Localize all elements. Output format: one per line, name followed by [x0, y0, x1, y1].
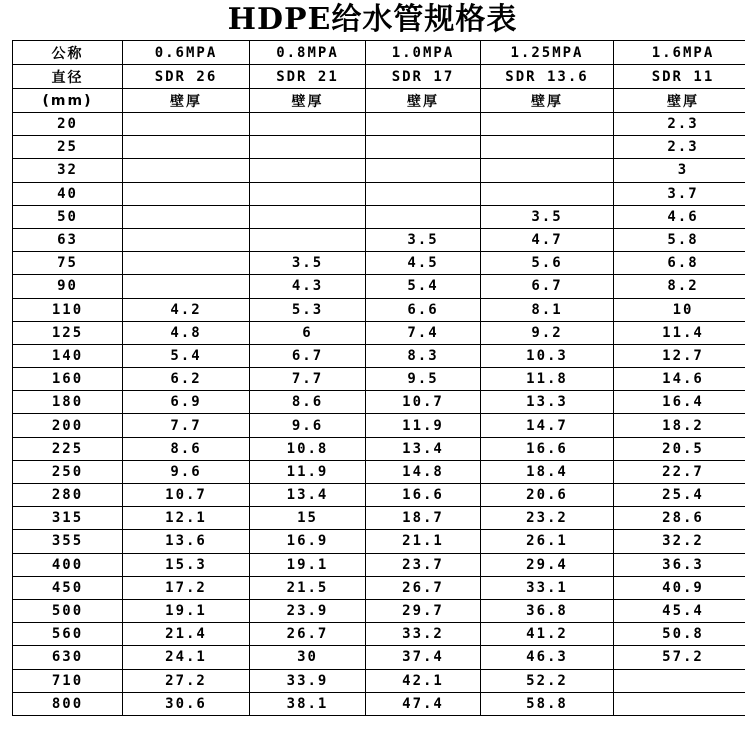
wall-thickness-cell: 9.6: [123, 460, 250, 483]
wall-thickness-cell: 9.5: [366, 368, 481, 391]
header-cell: 1.6MPA: [614, 41, 745, 65]
diameter-cell: 110: [13, 298, 123, 321]
wall-thickness-cell: 33.2: [366, 623, 481, 646]
wall-thickness-cell: 14.8: [366, 460, 481, 483]
diameter-cell: 560: [13, 623, 123, 646]
wall-thickness-cell: 3.5: [250, 252, 366, 275]
wall-thickness-cell: 8.6: [250, 391, 366, 414]
wall-thickness-cell: 26.7: [366, 576, 481, 599]
table-row: [13, 576, 745, 599]
wall-thickness-cell: 21.5: [250, 576, 366, 599]
diameter-cell: 20: [13, 113, 123, 136]
header-cell: 壁厚: [250, 89, 366, 113]
table-row: [13, 205, 745, 228]
wall-thickness-cell: 3.5: [366, 228, 481, 251]
table-body: [13, 41, 745, 716]
wall-thickness-cell: [366, 205, 481, 228]
wall-thickness-cell: 33.9: [250, 669, 366, 692]
wall-thickness-cell: 5.4: [123, 344, 250, 367]
table-row: [13, 159, 745, 182]
wall-thickness-cell: 25.4: [614, 484, 745, 507]
diameter-cell: 315: [13, 507, 123, 530]
table-row: [13, 182, 745, 205]
wall-thickness-cell: 16.4: [614, 391, 745, 414]
header-cell: 0.8MPA: [250, 41, 366, 65]
wall-thickness-cell: 15: [250, 507, 366, 530]
wall-thickness-cell: 29.4: [481, 553, 614, 576]
wall-thickness-cell: 42.1: [366, 669, 481, 692]
diameter-cell: 200: [13, 414, 123, 437]
table-row: [13, 298, 745, 321]
wall-thickness-cell: 18.7: [366, 507, 481, 530]
wall-thickness-cell: 5.8: [614, 228, 745, 251]
wall-thickness-cell: 3.5: [481, 205, 614, 228]
table-row: [13, 275, 745, 298]
diameter-cell: 800: [13, 692, 123, 715]
wall-thickness-cell: 4.7: [481, 228, 614, 251]
wall-thickness-cell: [123, 113, 250, 136]
wall-thickness-cell: 13.3: [481, 391, 614, 414]
wall-thickness-cell: 4.5: [366, 252, 481, 275]
header-cell: SDR 13.6: [481, 65, 614, 89]
wall-thickness-cell: 9.2: [481, 321, 614, 344]
wall-thickness-cell: 16.6: [481, 437, 614, 460]
wall-thickness-cell: 21.1: [366, 530, 481, 553]
wall-thickness-cell: 11.4: [614, 321, 745, 344]
wall-thickness-cell: 38.1: [250, 692, 366, 715]
wall-thickness-cell: 17.2: [123, 576, 250, 599]
wall-thickness-cell: 33.1: [481, 576, 614, 599]
header-cell: 壁厚: [123, 89, 250, 113]
wall-thickness-cell: [481, 113, 614, 136]
diameter-cell: 400: [13, 553, 123, 576]
wall-thickness-cell: [250, 159, 366, 182]
wall-thickness-cell: [614, 669, 745, 692]
wall-thickness-cell: 14.7: [481, 414, 614, 437]
table-row: [13, 669, 745, 692]
diameter-cell: 90: [13, 275, 123, 298]
wall-thickness-cell: 13.6: [123, 530, 250, 553]
wall-thickness-cell: [614, 692, 745, 715]
diameter-cell: 40: [13, 182, 123, 205]
table-row: [13, 553, 745, 576]
wall-thickness-cell: 6.7: [481, 275, 614, 298]
wall-thickness-cell: 19.1: [123, 599, 250, 622]
header-cell: SDR 11: [614, 65, 745, 89]
wall-thickness-cell: 23.9: [250, 599, 366, 622]
wall-thickness-cell: 8.3: [366, 344, 481, 367]
wall-thickness-cell: [366, 182, 481, 205]
header-cell: SDR 21: [250, 65, 366, 89]
header-cell: 直径: [13, 65, 123, 89]
wall-thickness-cell: 32.2: [614, 530, 745, 553]
table-row: [13, 113, 745, 136]
wall-thickness-cell: [123, 182, 250, 205]
table-row: [13, 228, 745, 251]
header-cell: 1.0MPA: [366, 41, 481, 65]
wall-thickness-cell: 36.8: [481, 599, 614, 622]
wall-thickness-cell: [250, 182, 366, 205]
wall-thickness-cell: 5.6: [481, 252, 614, 275]
header-cell: 壁厚: [481, 89, 614, 113]
table-row: [13, 437, 745, 460]
wall-thickness-cell: 23.2: [481, 507, 614, 530]
wall-thickness-cell: 8.6: [123, 437, 250, 460]
wall-thickness-cell: 36.3: [614, 553, 745, 576]
wall-thickness-cell: [250, 136, 366, 159]
diameter-cell: 75: [13, 252, 123, 275]
wall-thickness-cell: 11.9: [250, 460, 366, 483]
header-cell: 0.6MPA: [123, 41, 250, 65]
wall-thickness-cell: 11.8: [481, 368, 614, 391]
table-row: [13, 530, 745, 553]
header-cell: SDR 26: [123, 65, 250, 89]
wall-thickness-cell: 3: [614, 159, 745, 182]
wall-thickness-cell: 8.2: [614, 275, 745, 298]
wall-thickness-cell: 4.3: [250, 275, 366, 298]
diameter-cell: 63: [13, 228, 123, 251]
wall-thickness-cell: 11.9: [366, 414, 481, 437]
diameter-cell: 500: [13, 599, 123, 622]
diameter-cell: 225: [13, 437, 123, 460]
diameter-cell: 710: [13, 669, 123, 692]
wall-thickness-cell: 21.4: [123, 623, 250, 646]
diameter-cell: 355: [13, 530, 123, 553]
wall-thickness-cell: 10.8: [250, 437, 366, 460]
wall-thickness-cell: 10.7: [366, 391, 481, 414]
wall-thickness-cell: [250, 205, 366, 228]
wall-thickness-cell: 7.7: [250, 368, 366, 391]
diameter-cell: 450: [13, 576, 123, 599]
diameter-cell: 630: [13, 646, 123, 669]
table-row: [13, 391, 745, 414]
wall-thickness-cell: 52.2: [481, 669, 614, 692]
wall-thickness-cell: 40.9: [614, 576, 745, 599]
wall-thickness-cell: 10: [614, 298, 745, 321]
spec-table: [12, 40, 745, 716]
wall-thickness-cell: 41.2: [481, 623, 614, 646]
wall-thickness-cell: [481, 136, 614, 159]
diameter-cell: 140: [13, 344, 123, 367]
table-row: [13, 414, 745, 437]
wall-thickness-cell: 4.8: [123, 321, 250, 344]
wall-thickness-cell: 29.7: [366, 599, 481, 622]
table-row: [13, 623, 745, 646]
wall-thickness-cell: 12.1: [123, 507, 250, 530]
wall-thickness-cell: [123, 205, 250, 228]
header-row-sdr: [13, 65, 745, 89]
wall-thickness-cell: 22.7: [614, 460, 745, 483]
wall-thickness-cell: 24.1: [123, 646, 250, 669]
wall-thickness-cell: 6.2: [123, 368, 250, 391]
diameter-cell: 280: [13, 484, 123, 507]
header-cell: SDR 17: [366, 65, 481, 89]
header-row-unit: [13, 89, 745, 113]
wall-thickness-cell: 2.3: [614, 113, 745, 136]
wall-thickness-cell: [366, 136, 481, 159]
table-row: [13, 136, 745, 159]
wall-thickness-cell: 2.3: [614, 136, 745, 159]
wall-thickness-cell: 6: [250, 321, 366, 344]
wall-thickness-cell: 45.4: [614, 599, 745, 622]
wall-thickness-cell: 23.7: [366, 553, 481, 576]
page-title: HDPE给水管规格表: [227, 2, 518, 37]
wall-thickness-cell: 3.7: [614, 182, 745, 205]
wall-thickness-cell: 30: [250, 646, 366, 669]
header-cell: 壁厚: [614, 89, 745, 113]
table-row: [13, 646, 745, 669]
wall-thickness-cell: 58.8: [481, 692, 614, 715]
header-row-pressure: [13, 41, 745, 65]
wall-thickness-cell: [250, 113, 366, 136]
wall-thickness-cell: [250, 228, 366, 251]
wall-thickness-cell: 5.4: [366, 275, 481, 298]
wall-thickness-cell: 15.3: [123, 553, 250, 576]
table-row: [13, 692, 745, 715]
wall-thickness-cell: 6.9: [123, 391, 250, 414]
wall-thickness-cell: [123, 228, 250, 251]
wall-thickness-cell: [123, 136, 250, 159]
wall-thickness-cell: 4.2: [123, 298, 250, 321]
wall-thickness-cell: 20.5: [614, 437, 745, 460]
wall-thickness-cell: [123, 275, 250, 298]
wall-thickness-cell: 27.2: [123, 669, 250, 692]
diameter-cell: 25: [13, 136, 123, 159]
table-row: [13, 368, 745, 391]
header-cell: 公称: [13, 41, 123, 65]
wall-thickness-cell: 16.9: [250, 530, 366, 553]
wall-thickness-cell: 46.3: [481, 646, 614, 669]
wall-thickness-cell: [481, 159, 614, 182]
wall-thickness-cell: 16.6: [366, 484, 481, 507]
wall-thickness-cell: 18.2: [614, 414, 745, 437]
wall-thickness-cell: 10.7: [123, 484, 250, 507]
wall-thickness-cell: 28.6: [614, 507, 745, 530]
wall-thickness-cell: 26.1: [481, 530, 614, 553]
wall-thickness-cell: 7.7: [123, 414, 250, 437]
wall-thickness-cell: 9.6: [250, 414, 366, 437]
wall-thickness-cell: 4.6: [614, 205, 745, 228]
diameter-cell: 250: [13, 460, 123, 483]
header-cell: 壁厚: [366, 89, 481, 113]
diameter-cell: 32: [13, 159, 123, 182]
wall-thickness-cell: 7.4: [366, 321, 481, 344]
table-row: [13, 599, 745, 622]
wall-thickness-cell: 57.2: [614, 646, 745, 669]
wall-thickness-cell: 50.8: [614, 623, 745, 646]
wall-thickness-cell: 6.6: [366, 298, 481, 321]
wall-thickness-cell: [123, 252, 250, 275]
diameter-cell: 160: [13, 368, 123, 391]
diameter-cell: 50: [13, 205, 123, 228]
wall-thickness-cell: 20.6: [481, 484, 614, 507]
wall-thickness-cell: [366, 113, 481, 136]
wall-thickness-cell: 30.6: [123, 692, 250, 715]
header-cell: 1.25MPA: [481, 41, 614, 65]
table-row: [13, 507, 745, 530]
wall-thickness-cell: 13.4: [250, 484, 366, 507]
table-row: [13, 344, 745, 367]
wall-thickness-cell: 26.7: [250, 623, 366, 646]
wall-thickness-cell: 37.4: [366, 646, 481, 669]
diameter-cell: 125: [13, 321, 123, 344]
wall-thickness-cell: 13.4: [366, 437, 481, 460]
wall-thickness-cell: 8.1: [481, 298, 614, 321]
wall-thickness-cell: [123, 159, 250, 182]
wall-thickness-cell: [366, 159, 481, 182]
table-row: [13, 460, 745, 483]
wall-thickness-cell: 14.6: [614, 368, 745, 391]
table-row: [13, 252, 745, 275]
header-cell: (mm): [13, 89, 123, 113]
diameter-cell: 180: [13, 391, 123, 414]
table-row: [13, 321, 745, 344]
wall-thickness-cell: 6.7: [250, 344, 366, 367]
table-row: [13, 484, 745, 507]
wall-thickness-cell: 10.3: [481, 344, 614, 367]
wall-thickness-cell: 18.4: [481, 460, 614, 483]
wall-thickness-cell: 47.4: [366, 692, 481, 715]
wall-thickness-cell: 19.1: [250, 553, 366, 576]
wall-thickness-cell: 5.3: [250, 298, 366, 321]
wall-thickness-cell: 6.8: [614, 252, 745, 275]
wall-thickness-cell: [481, 182, 614, 205]
wall-thickness-cell: 12.7: [614, 344, 745, 367]
